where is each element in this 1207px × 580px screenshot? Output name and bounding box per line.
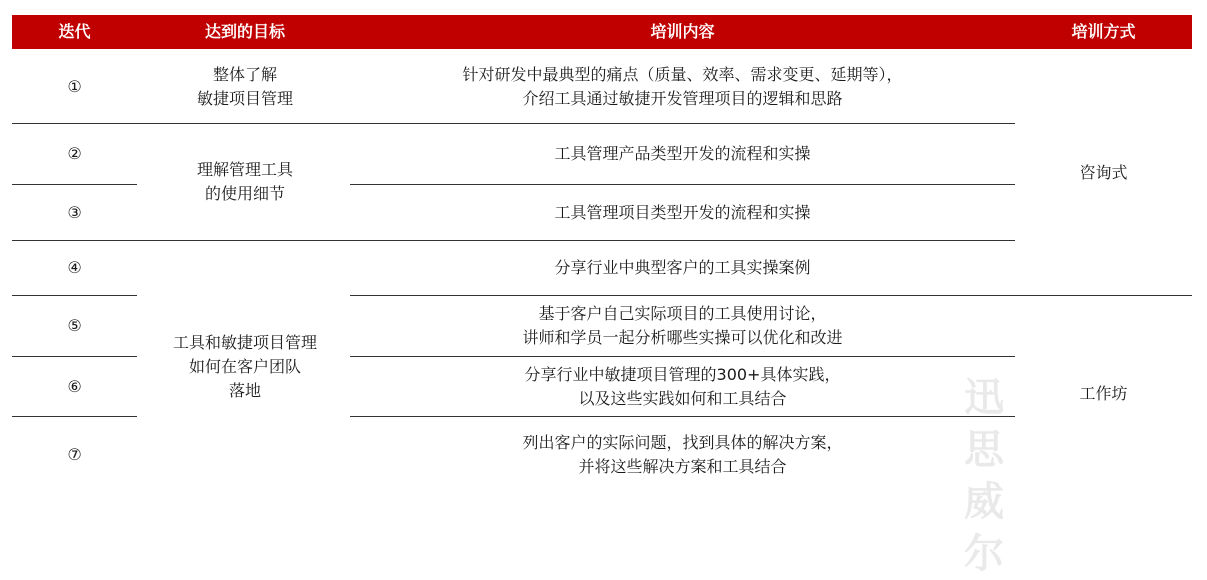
content-1-line-2: 介绍工具通过敏捷开发管理项目的逻辑和思路 (522, 89, 843, 108)
iteration-cell-7: ⑦ (67, 445, 82, 464)
content-3-line-1: 工具管理项目类型开发的流程和实操 (554, 203, 811, 222)
row-divider-3 (12, 240, 1015, 241)
row-divider-6a (12, 416, 137, 417)
content-cell-1 (350, 52, 1015, 122)
header-method: 培训方式 (1071, 22, 1136, 41)
content-5-line-1: 基于客户自己实际项目的工具使用讨论， (538, 304, 827, 323)
iteration-cell-1: ① (67, 77, 82, 96)
goal-1-line-1: 整体了解 (212, 65, 277, 84)
watermark (945, 372, 1025, 580)
header-iteration: 迭代 (58, 22, 91, 41)
goal-2-line-1: 理解管理工具 (196, 160, 293, 179)
table-header (12, 15, 1192, 49)
row-divider-6b (350, 416, 1015, 417)
watermark-line-1: 迅思 (964, 374, 1006, 473)
content-7-line-1: 列出客户的实际问题，找到具体的解决方案， (522, 433, 843, 452)
content-cell-6 (350, 358, 1015, 416)
goal-2-line-2: 的使用细节 (204, 184, 285, 203)
content-cell-2 (350, 124, 1015, 184)
watermark-line-2: 威尔 (964, 478, 1006, 577)
content-6-line-2: 以及这些实践如何和工具结合 (578, 389, 787, 408)
method-cell-1: 咨询式 (1079, 163, 1128, 182)
goal-3-line-2: 如何在客户团队 (188, 357, 301, 376)
row-divider-5a (12, 356, 137, 357)
row-divider-1 (12, 123, 1015, 124)
row-divider-2b (350, 184, 1015, 185)
content-5-line-2: 讲师和学员一起分析哪些实操可以优化和改进 (522, 328, 843, 347)
header-goal: 达到的目标 (204, 22, 285, 41)
row-divider-5b (350, 356, 1015, 357)
row-divider-4b (350, 295, 1192, 296)
content-6-line-1: 分享行业中敏捷项目管理的300+具体实践， (524, 365, 841, 384)
goal-cell-1 (140, 52, 350, 122)
method-cell-2: 工作坊 (1079, 384, 1128, 403)
goal-3-line-3: 落地 (228, 381, 261, 400)
iteration-cell-2: ② (67, 144, 82, 163)
goal-1-line-2: 敏捷项目管理 (196, 89, 293, 108)
iteration-cell-5: ⑤ (67, 316, 82, 335)
iteration-cell-6: ⑥ (67, 377, 82, 396)
content-cell-4 (350, 242, 1015, 294)
iteration-cell-4: ④ (67, 258, 82, 277)
content-cell-5 (350, 296, 1015, 356)
iteration-cell-3: ③ (67, 203, 82, 222)
row-divider-4a (12, 295, 137, 296)
goal-3-line-1: 工具和敏捷项目管理 (172, 333, 317, 352)
goal-cell-2 (140, 124, 350, 240)
content-1-line-1: 针对研发中最典型的痛点（质量、效率、需求变更、延期等）， (462, 65, 903, 84)
content-4-line-1: 分享行业中典型客户的工具实操案例 (554, 258, 811, 277)
goal-cell-3 (140, 242, 350, 492)
content-cell-3 (350, 186, 1015, 240)
content-cell-7 (350, 418, 1015, 492)
content-2-line-1: 工具管理产品类型开发的流程和实操 (554, 144, 811, 163)
header-content: 培训内容 (650, 22, 715, 41)
row-divider-2a (12, 184, 137, 185)
content-7-line-2: 并将这些解决方案和工具结合 (578, 457, 787, 476)
